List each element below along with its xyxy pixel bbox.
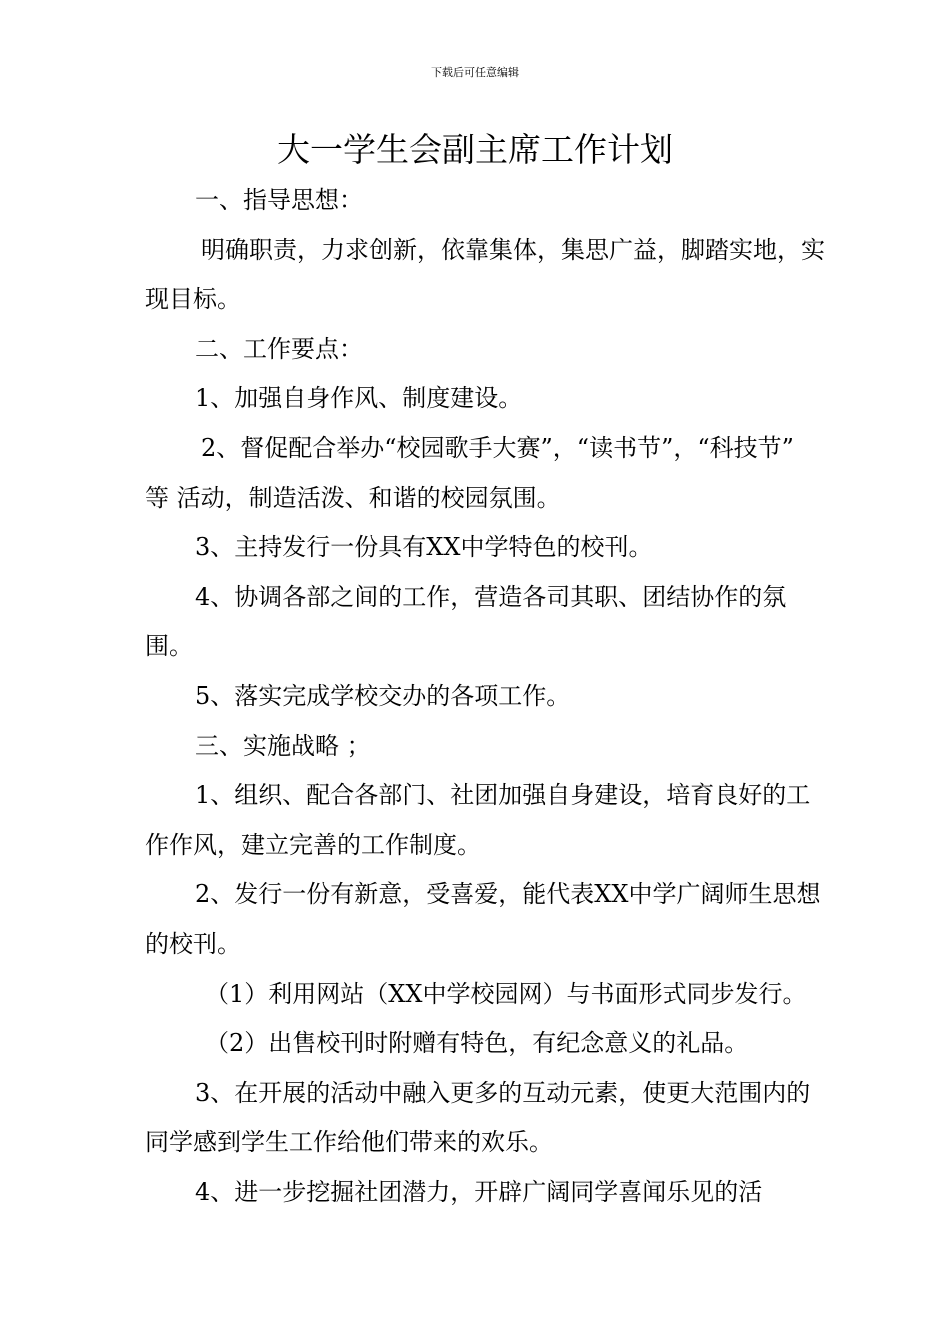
strategy-2-sub-1: （1）利用网站（XX中学校园网）与书面形式同步发行。	[205, 979, 807, 1008]
work-point-4: 4、协调各部之间的工作，营造各司其职、团结协作的氛围。	[145, 582, 787, 661]
strategy-3: 3、在开展的活动中融入更多的互动元素，使更大范围内的同学感到学生工作给他们带来的欢乐。	[145, 1078, 811, 1157]
work-point-1: 1、加强自身作风、制度建设。	[195, 384, 523, 413]
paragraph-guiding-thought: 明确职责，力求创新，依靠集体，集思广益，脚踏实地，实现目标。	[145, 235, 825, 314]
work-point-3: 3、主持发行一份具有XX中学特色的校刊。	[195, 533, 653, 562]
work-point-2: 2、督促配合举办“校园歌手大赛”，“读书节”，“科技节” 等 活动，制造活泼、和谐的校园氛围。	[145, 433, 794, 512]
strategy-2: 2、发行一份有新意，受喜爱，能代表XX中学广阔师生思想的校刊。	[145, 880, 821, 958]
header-note: 下载后可任意编辑	[431, 66, 519, 79]
strategy-2-sub-2: （2）出售校刊时附赠有特色，有纪念意义的礼品。	[205, 1029, 749, 1058]
strategy-1: 1、组织、配合各部门、社团加强自身建设，培育良好的工作作风，建立完善的工作制度。	[145, 781, 811, 859]
document-body	[145, 176, 825, 1217]
strategy-4: 4、进一步挖掘社团潜力，开辟广阔同学喜闻乐见的活	[195, 1177, 763, 1206]
section-heading-guiding-thought: 一、指导思想：	[195, 186, 363, 214]
document-title: 大一学生会副主席工作计划	[277, 130, 673, 169]
section-heading-work-points: 二、工作要点：	[195, 334, 363, 363]
work-point-5: 5、落实完成学校交办的各项工作。	[195, 681, 571, 710]
section-heading-strategy: 三、实施战略 ；	[195, 731, 371, 760]
